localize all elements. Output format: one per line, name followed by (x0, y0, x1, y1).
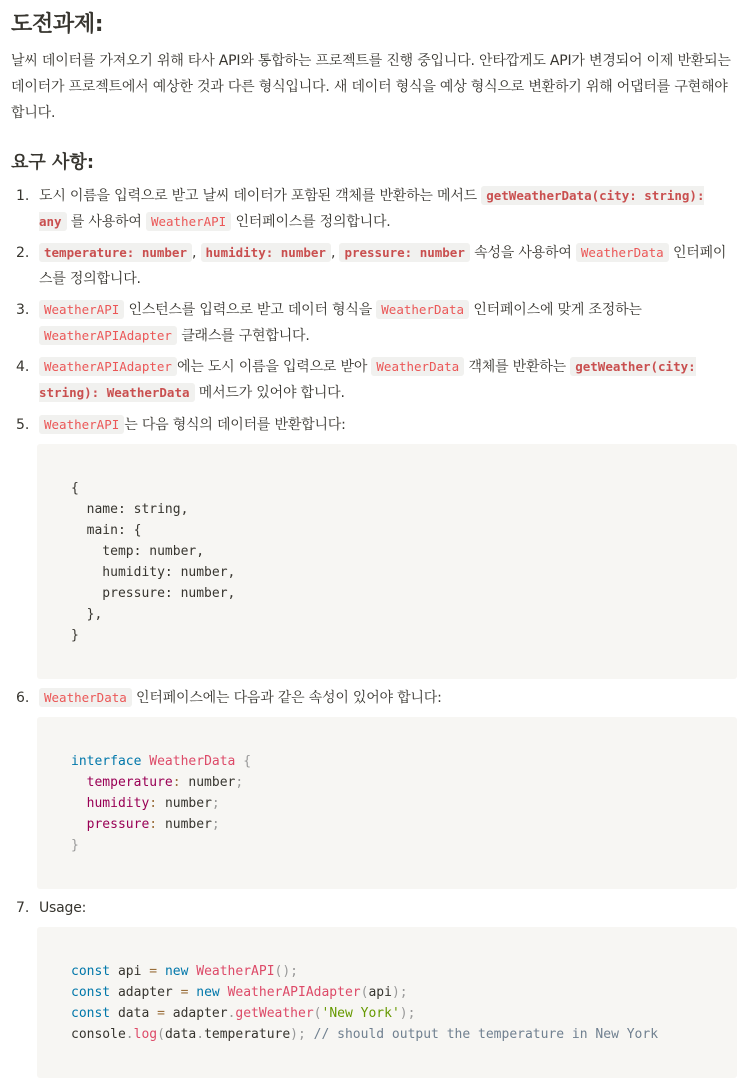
item-text: 인터페이스에는 다음과 같은 속성이 있어야 합니다: (131, 690, 442, 706)
prop-type: number (188, 775, 236, 790)
code-line: } (71, 628, 79, 643)
prop-type: number (164, 796, 212, 811)
inline-code: WeatherData (371, 357, 464, 376)
prop-type: number (164, 817, 212, 832)
code-line: main: { (71, 523, 142, 538)
list-number: 2. (16, 245, 30, 261)
object-name: adapter (172, 1006, 228, 1021)
string-literal: 'New York' (321, 1006, 400, 1021)
object-name: console (71, 1027, 126, 1042)
var-name: data (117, 1006, 150, 1021)
item-text: 인스턴스를 입력으로 받고 데이터 형식을 (124, 302, 377, 318)
inline-code: WeatherData (39, 688, 132, 707)
list-number: 3. (16, 302, 30, 318)
inline-code: WeatherData (576, 243, 669, 262)
item-text: 를 사용하여 (66, 214, 146, 230)
item-text: 인터페이스에 맞게 조정하는 (469, 302, 642, 318)
keyword: new (164, 964, 189, 979)
punct: } (71, 838, 79, 853)
var-name: adapter (117, 985, 173, 1000)
inline-code: temperature: number (39, 243, 192, 262)
type-name: WeatherData (149, 754, 236, 769)
code-line: console.log(data.temperature); // should output the temperature in New York (71, 1027, 659, 1042)
inline-code: WeatherAPIAdapter (39, 357, 177, 376)
arg: api (368, 985, 392, 1000)
item-text: 인터페이스를 정의합니다. (231, 214, 391, 230)
code-block-usage (37, 927, 737, 1078)
var-name: api (117, 964, 142, 979)
intro-paragraph: 날씨 데이터를 가져오기 위해 타사 API와 통합하는 프로젝트를 진행 중입니다. 안타깝게도 API가 변경되어 이제 반환되는 데이터가 프로젝트에서 예상한 것과 다른 형식입니다. 새 데이터 형식을 예상 형식으로 변환하기 위해 어댑터를 구현해야 합니다. (11, 53, 731, 121)
code-line: pressure: number, (71, 586, 236, 601)
list-number: 4. (16, 359, 30, 375)
list-item (39, 240, 739, 292)
function-name: log (133, 1027, 158, 1042)
requirements-heading: 요구 사항: (11, 152, 95, 173)
inline-code: getWeatherData(city: string): any (39, 188, 705, 229)
keyword: const (71, 1006, 111, 1021)
code-line: }, (71, 607, 103, 622)
inline-code: WeatherAPI (39, 300, 124, 319)
code-line (71, 835, 737, 856)
keyword: new (196, 985, 220, 1000)
item-text: 는 다음 형식의 데이터를 반환합니다: (124, 417, 346, 433)
code-line: temperature: number; (86, 775, 244, 790)
inline-code: WeatherAPI (146, 212, 231, 231)
code-line: temp: number, (71, 544, 205, 559)
list-number: 1. (16, 188, 30, 204)
list-item (39, 183, 739, 235)
class-name: WeatherAPIAdapter (227, 985, 361, 1000)
code-line: humidity: number, (71, 565, 236, 580)
code-line: { (71, 481, 79, 496)
item-text: 도시 이름을 입력으로 받고 날씨 데이터가 포함된 객체를 반환하는 메서드 (39, 188, 482, 204)
class-name: WeatherAPI (196, 964, 275, 979)
keyword: interface (71, 754, 142, 769)
code-line: name: string, (71, 502, 189, 517)
inline-code: pressure: number (339, 243, 469, 262)
inline-code: WeatherAPIAdapter (39, 326, 177, 345)
list-item (39, 297, 739, 349)
inline-code: WeatherData (376, 300, 469, 319)
prop-key: pressure (86, 817, 150, 832)
punct: { (243, 754, 252, 769)
list-number: 7. (16, 900, 30, 916)
code-line: const api = new WeatherAPI(); (71, 964, 299, 979)
list-number: 5. (16, 417, 30, 433)
item-text: 속성을 사용하여 (469, 245, 576, 261)
page-title: 도전과제: (11, 12, 104, 37)
arg: data (164, 1027, 197, 1042)
code-block-weather-data-interface (37, 717, 737, 889)
code-line: const data = adapter.getWeather('New York'); (71, 1006, 416, 1021)
function-name: getWeather (235, 1006, 314, 1021)
list-item (39, 685, 739, 711)
code-line: const adapter = new WeatherAPIAdapter(api); (71, 985, 408, 1000)
code-line (71, 751, 737, 772)
list-item (39, 895, 739, 921)
list-item (39, 354, 739, 406)
inline-code: WeatherAPI (39, 415, 124, 434)
list-number: 6. (16, 690, 30, 706)
item-text: , (330, 245, 340, 261)
prop-key: temperature (86, 775, 173, 790)
keyword: const (71, 985, 111, 1000)
item-text: 객체를 반환하는 (464, 359, 571, 375)
item-text: 에는 도시 이름을 입력으로 받아 (176, 359, 372, 375)
item-text: 메서드가 있어야 합니다. (194, 385, 345, 401)
code-line: pressure: number; (86, 817, 220, 832)
prop-key: humidity (86, 796, 150, 811)
arg: temperature (204, 1027, 291, 1042)
item-text: 클래스를 구현합니다. (176, 328, 310, 344)
code-line: humidity: number; (86, 796, 220, 811)
item-text: 인터페이스를 정의합니다. (39, 245, 727, 287)
inline-code: humidity: number (201, 243, 331, 262)
list-item (39, 412, 739, 438)
keyword: const (71, 964, 111, 979)
item-text: Usage: (39, 900, 87, 916)
item-text: , (192, 245, 201, 261)
inline-code: getWeather(city: string): WeatherData (39, 359, 696, 400)
code-comment: // should output the temperature in New York (313, 1027, 659, 1042)
code-block-weather-api-format (37, 444, 737, 679)
